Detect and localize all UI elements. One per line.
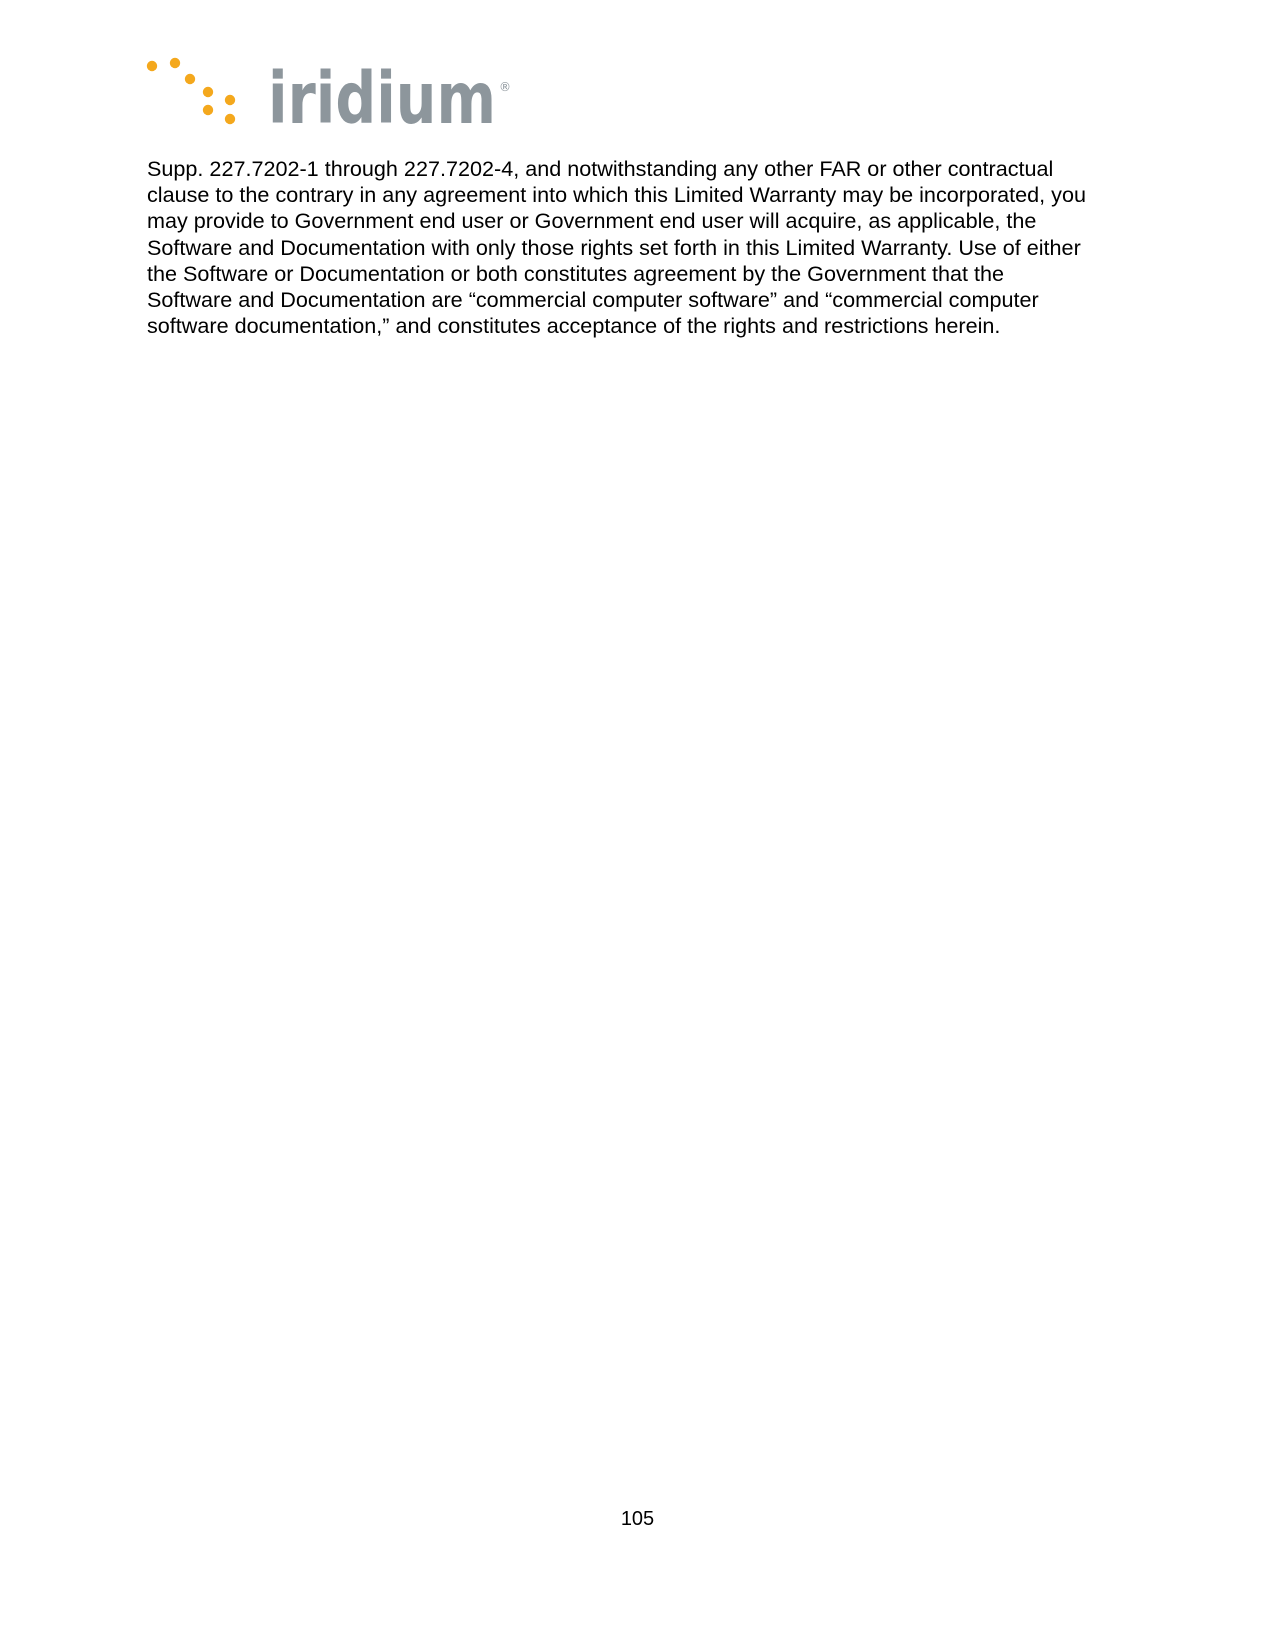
- registered-mark: ®: [499, 80, 511, 94]
- page-number: 105: [620, 1508, 655, 1530]
- iridium-logo: [145, 55, 515, 131]
- body-paragraph: Supp. 227.7202-1 through 227.7202-4, and notwithstanding any other FAR or other contractual clause to the contrary in any agreement into which this Limited Warranty may be incorporated, you may provide to Government end user or Government end user will acquire, as applicable, the Software and Documentation with only those rights set forth in this Limited Warranty. Use of either the Software or Documentation or both constitutes agreement by the Government that the Software and Documentation are “commercial computer software” and “commercial computer software documentation,” and constitutes acceptance of the rights and restrictions herein.: [147, 156, 1086, 339]
- logo-dots-icon: [147, 58, 235, 124]
- logo-wordmark: iridium: [268, 57, 496, 131]
